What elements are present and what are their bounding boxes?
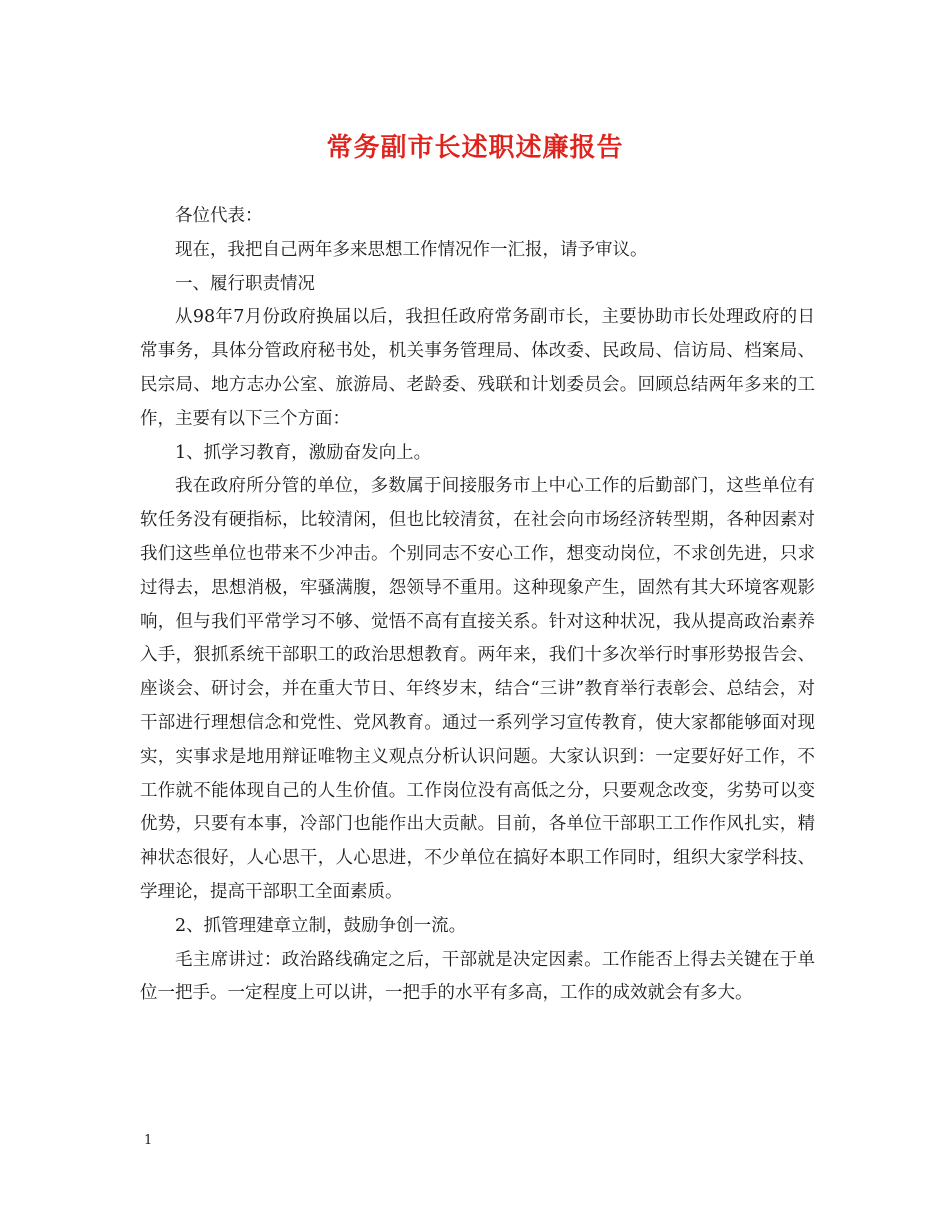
subheading-management: 2、抓管理建章立制，鼓励争创一流。: [175, 915, 467, 936]
paragraph-salutation: 各位代表：: [175, 206, 263, 226]
section-heading-duties: 一、履行职责情况: [175, 273, 315, 294]
paragraph-responsibilities: 从98年7月份政府换届以后，我担任政府常务副市长，主要协助市长处理政府的日常事务，具体分管政府秘书处，机关事务管理局、体改委、民政局、信访局、档案局、民宗局、地方志办公室、旅游局、老龄委、残联和计划委员会。回顾总结两年多来的工作，主要有以下三个方面：: [140, 307, 815, 429]
paragraph-study-education: 我在政府所分管的单位，多数属于间接服务市上中心工作的后勤部门，这些单位有软任务没有硬指标，比较清闲，但也比较清贫，在社会向市场经济转型期，各种因素对我们这些单位也带来不少冲击。个别同志不安心工作，想变动岗位，不求创先进，只求过得去，思想消极，牢骚满腹，怨领导不重用。这种现象产生，固然有其大环境客观影响，但与我们平常学习不够、觉悟不高有直接关系。针对这种状况，我从提高政治素养入手，狠抓系统干部职工的政治思想教育。两年来，我们十多次举行时事形势报告会、座谈会、研讨会，并在重大节日、年终岁末，结合“三讲”教育举行表彰会、总结会，对干部进行理想信念和党性、党风教育。通过一系列学习宣传教育，使大家都能够面对现实，实事求是地用辩证唯物主义观点分析认识问题。大家认识到：一定要好好工作，不工作就不能体现自己的人生价值。工作岗位没有高低之分，只要观念改变，劣势可以变优势，只要有本事，冷部门也能作出大贡献。目前，各单位干部职工工作作风扎实，精神状态很好，人心思干，人心思进，不少单位在搞好本职工作同时，组织大家学科技、学理论，提高干部职工全面素质。: [140, 476, 815, 902]
document-body: [140, 200, 815, 1011]
document-title: 常务副市长述职述廉报告: [326, 133, 624, 163]
subheading-study-education: 1、抓学习教育，激励奋发向上。: [175, 442, 432, 463]
paragraph-intro: 现在，我把自己两年多来思想工作情况作一汇报，请予审议。: [175, 239, 648, 260]
paragraph-management: 毛主席讲过：政治路线确定之后，干部就是决定因素。工作能否上得去关键在于单位一把手。一定程度上可以讲，一把手的水平有多高，工作的成效就会有多大。: [140, 949, 815, 1004]
page-number: 1: [144, 1133, 153, 1148]
